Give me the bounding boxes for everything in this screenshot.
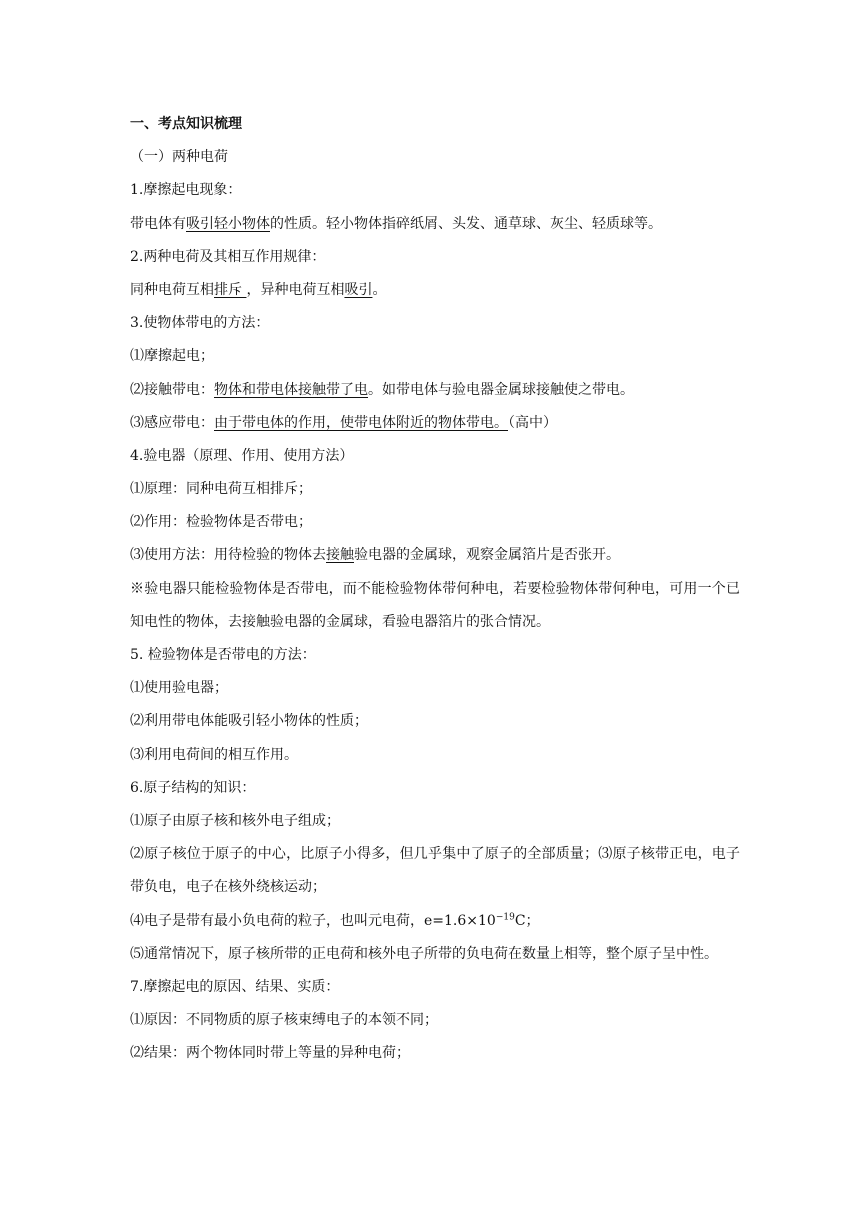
sub-title: （一）两种电荷 — [130, 149, 228, 166]
s3-item-1: ⑴摩擦起电； — [130, 348, 214, 365]
s4-item-2: ⑵作用：检验物体是否带电； — [130, 514, 312, 531]
s2-paragraph: 同种电荷互相排斥 ，异种电荷互相吸引。 — [130, 281, 387, 298]
s1-title: 1.摩擦起电现象： — [130, 182, 242, 199]
s4-item-1: ⑴原理：同种电荷互相排斥； — [130, 481, 312, 498]
s4-item-3: ⑶使用方法：用待检验的物体去接触验电器的金属球，观察金属箔片是否张开。 — [130, 547, 620, 564]
s5-title: 5. 检验物体是否带电的方法： — [130, 647, 316, 664]
s7-title: 7.摩擦起电的原因、结果、实质： — [130, 978, 340, 995]
underlined-text: 吸引轻小物体 — [186, 215, 270, 232]
s6-item-4: ⑷电子是带有最小负电荷的粒子，也叫元电荷，$e=1.6\times 10^{-19}C$； — [130, 911, 540, 929]
s7-item-1: ⑴原因：不同物质的原子核束缚电子的本领不同； — [130, 1012, 438, 1029]
underlined-text: 排斥 — [214, 281, 247, 298]
underlined-text: 接触 — [326, 547, 354, 564]
s5-item-3: ⑶利用电荷间的相互作用。 — [130, 746, 298, 763]
underlined-text: 吸引 — [344, 281, 373, 298]
s6-title: 6.原子结构的知识： — [130, 779, 256, 796]
s2-title: 2.两种电荷及其相互作用规律： — [130, 248, 326, 265]
underlined-text: 由于带电体的作用，使带电体附近的物体带电。 — [214, 414, 508, 431]
s4-title: 4.验电器（原理、作用、使用方法） — [130, 447, 354, 464]
s3-item-3: ⑶感应带电：由于带电体的作用，使带电体附近的物体带电。（高中） — [130, 414, 557, 431]
s4-note: ※验电器只能检验物体是否带电，而不能检验物体带何种电，若要检验物体带何种电，可用一个已知电性的物体，去接触验电器的金属球，看验电器箔片的张合情况。 — [130, 580, 740, 630]
s5-item-1: ⑴使用验电器； — [130, 680, 228, 697]
s6-item-2: ⑵原子核位于原子的中心，比原子小得多，但几乎集中了原子的全部质量；⑶原子核带正电，电子带负电，电子在核外绕核运动； — [130, 846, 740, 896]
document-page — [130, 108, 740, 1071]
s3-title: 3.使物体带电的方法： — [130, 315, 270, 332]
section-title: 一、考点知识梳理 — [130, 116, 242, 132]
s6-item-5: ⑸通常情况下，原子核所带的正电荷和核外电子所带的负电荷在数量上相等，整个原子呈中性。 — [130, 945, 718, 962]
s3-item-2: ⑵接触带电：物体和带电体接触带了电。如带电体与验电器金属球接触使之带电。 — [130, 381, 634, 398]
exponent: −19 — [495, 911, 515, 922]
s1-paragraph: 带电体有吸引轻小物体的性质。轻小物体指碎纸屑、头发、通草球、灰尘、轻质球等。 — [130, 215, 662, 232]
s5-item-2: ⑵利用带电体能吸引轻小物体的性质； — [130, 713, 368, 730]
s6-item-1: ⑴原子由原子核和核外电子组成； — [130, 812, 340, 829]
s7-item-2: ⑵结果：两个物体同时带上等量的异种电荷； — [130, 1045, 410, 1062]
underlined-text: 物体和带电体接触带了电 — [214, 381, 368, 398]
